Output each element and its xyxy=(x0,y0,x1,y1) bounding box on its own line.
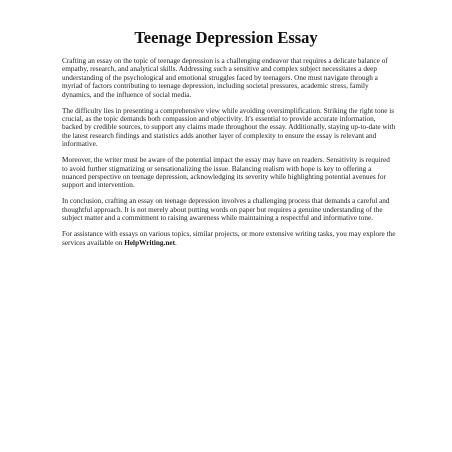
closing-period: . xyxy=(175,238,177,247)
paragraph-4: In conclusion, crafting an essay on teenage depression involves a challenging process that demands a careful and thoughtful approach. It is not merely about putting words on paper but requires a genuine understanding of the subject matter and a commitment to raising awareness while maintaining a respectful and informative tone. xyxy=(62,197,390,223)
helpwriting-link[interactable]: HelpWriting.net xyxy=(124,238,176,247)
closing-text: For assistance with essays on various topics, similar projects, or more extensive writing tasks, you may explore the services available on xyxy=(62,230,396,247)
paragraph-2: The difficulty lies in presenting a comprehensive view while avoiding oversimplification. Striking the right tone is crucial, as the topic demands both compassion and objectivity. It's essential to provide accurate information, backed by credible sources, to support any claims made throughout the essay. Additionally, staying up-to-date with the latest research findings and statistics adds another layer of complexity to ensure the essay is relevant and informative. xyxy=(62,106,396,149)
document-title: Teenage Depression Essay xyxy=(134,28,318,47)
paragraph-3: Moreover, the writer must be aware of the potential impact the essay may have on readers. Sensitivity is required to avoid further stigmatizing or sensationalizing the issue. Balancing realism with hope is key to offering a nuanced perspective on teenage depression, acknowledging its severity while highlighting potential avenues for support and intervention. xyxy=(62,156,390,190)
paragraph-closing xyxy=(62,230,396,247)
paragraph-1: Crafting an essay on the topic of teenage depression is a challenging endeavor that requires a delicate balance of empathy, research, and analytical skills. Addressing such a sensitive and complex subject necessitates a deep understanding of the psychological and emotional struggles faced by teenagers. One must navigate through a myriad of factors contributing to teenage depression, including societal pressures, academic stress, family dynamics, and the influence of social media. xyxy=(62,57,388,99)
document-body xyxy=(62,57,396,255)
